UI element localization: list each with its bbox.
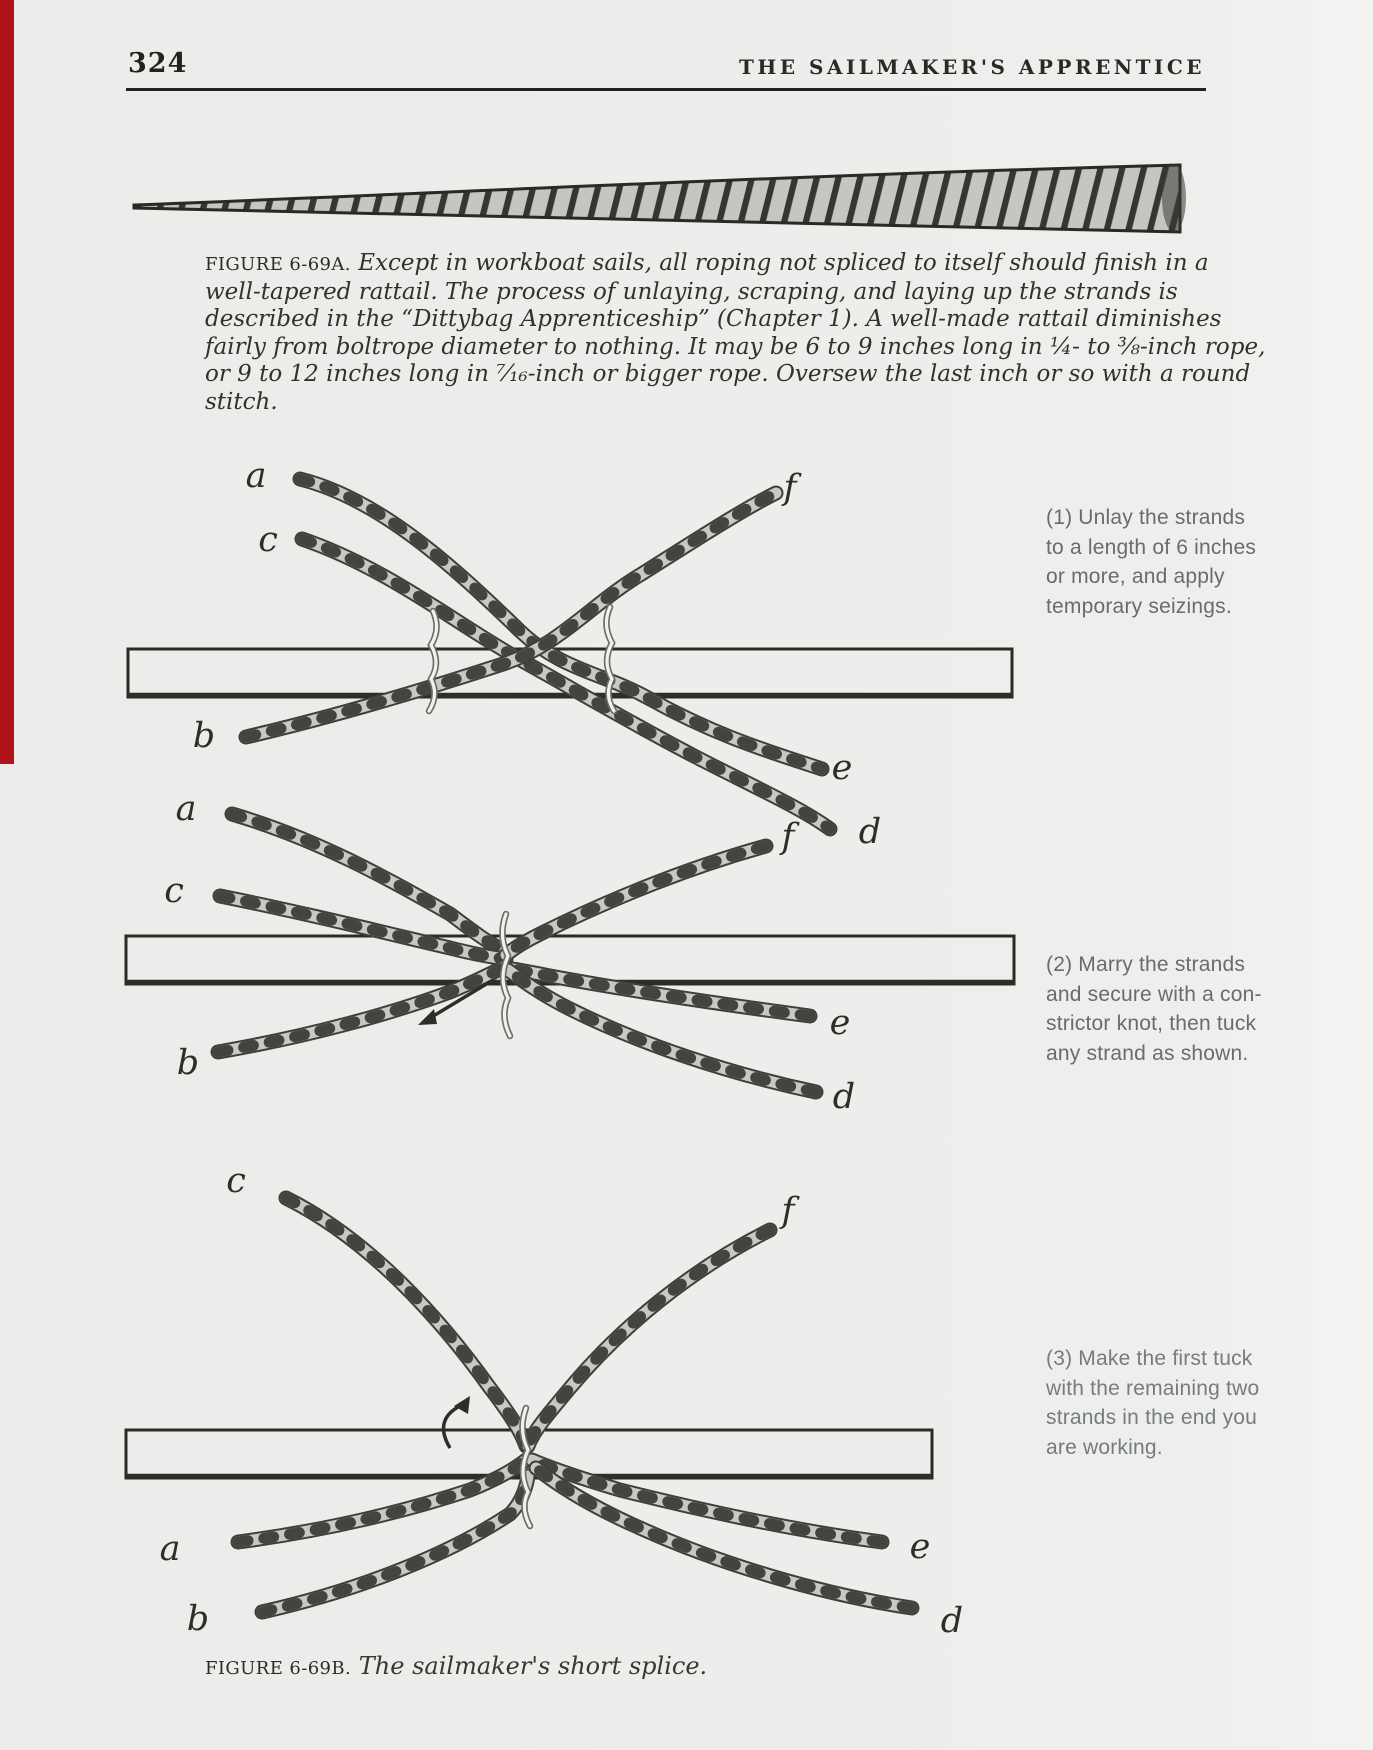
strand-label-f: f [783, 468, 797, 508]
book-edge-red-strip [0, 0, 14, 764]
strand-label-e: e [831, 748, 853, 788]
strand-label-c: c [164, 871, 184, 911]
running-head-title: THE SAILMAKER'S APPRENTICE [739, 55, 1205, 79]
strand-b [218, 966, 506, 1052]
first-tuck-arrow [444, 1396, 470, 1448]
step-2-text [1046, 950, 1296, 1068]
strand-label-d: d [858, 812, 882, 850]
strand-label-a: a [245, 456, 267, 496]
figure-6-69b-caption [205, 1652, 707, 1680]
step3-line4: are working. [1046, 1435, 1163, 1459]
strand-label-d: d [940, 1601, 964, 1641]
caption-a-line-1: Except in workboat sails, all roping not spliced to itself should finish in a [358, 250, 1209, 276]
step2-line1: (2) Marry the strands [1046, 953, 1246, 976]
step2-line2: and secure with a con- [1046, 982, 1262, 1006]
tapered-rope-shape [134, 165, 1180, 232]
strand-f [506, 846, 766, 955]
strand-label-b: b [192, 716, 216, 756]
step3-line1: (3) Make the first tuck [1046, 1347, 1253, 1370]
strand-label-c: c [258, 520, 278, 560]
step3-line2: with the remaining two [1046, 1376, 1260, 1400]
step2-line3: strictor knot, then tuck [1046, 1012, 1257, 1035]
caption-a-line-5: or 9 to 12 inches long in ⁷⁄₁₆-inch or bigger rope. Oversew the last inch or so with a round [205, 361, 1251, 387]
caption-a-line-6: stitch. [205, 388, 278, 415]
strand-label-e: e [829, 1003, 851, 1043]
strand-label-f: f [781, 1191, 795, 1231]
strand-label-e: e [909, 1527, 931, 1567]
rattail-rope-illustration [128, 150, 1188, 242]
strand-label-c: c [226, 1161, 246, 1201]
strand-label-a: a [159, 1529, 181, 1569]
step1-line1: (1) Unlay the strands [1046, 506, 1246, 529]
strand-c [286, 1198, 526, 1446]
step2-line4: any strand as shown. [1046, 1041, 1249, 1065]
figure-b-text: The sailmaker's short splice. [358, 1652, 708, 1680]
step-3-text [1046, 1344, 1296, 1462]
figure-a-label: FIGURE 6-69A. [205, 254, 351, 275]
step1-line4: temporary seizings. [1046, 594, 1232, 618]
header-rule [126, 88, 1206, 91]
strand-label-a: a [175, 789, 197, 829]
step3-line3: strands in the end you [1046, 1406, 1258, 1429]
page-number: 324 [128, 48, 188, 79]
step1-line2: to a length of 6 inches [1046, 535, 1257, 559]
step1-line3: or more, and apply [1046, 565, 1225, 588]
caption-a-line-4: fairly from boltrope diameter to nothing. It may be 6 to 9 inches long in ¼- to ⅜-inch rope, [205, 333, 1266, 360]
caption-a-line-3: described in the “Dittybag Apprenticeship” (Chapter 1). A well-made rattail diminishes [205, 306, 1222, 332]
strand-b [262, 1476, 528, 1612]
strand-label-b: b [176, 1043, 200, 1083]
strand-label-b: b [186, 1599, 210, 1639]
step-1-text [1046, 503, 1296, 621]
figure-6-69a-caption [205, 250, 1266, 416]
strand-f [528, 1230, 770, 1446]
strand-a-to-e [300, 479, 822, 769]
splice-step3-illustration [118, 1146, 1028, 1666]
strand-label-f: f [781, 817, 795, 857]
splice-step2-illustration [118, 782, 1028, 1172]
rope-cut-end [1162, 164, 1186, 232]
figure-b-label: FIGURE 6-69B. [205, 1658, 352, 1679]
strand-label-d: d [832, 1077, 856, 1117]
caption-a-line-2: well-tapered rattail. The process of unlaying, scraping, and laying up the strands is [205, 278, 1178, 305]
